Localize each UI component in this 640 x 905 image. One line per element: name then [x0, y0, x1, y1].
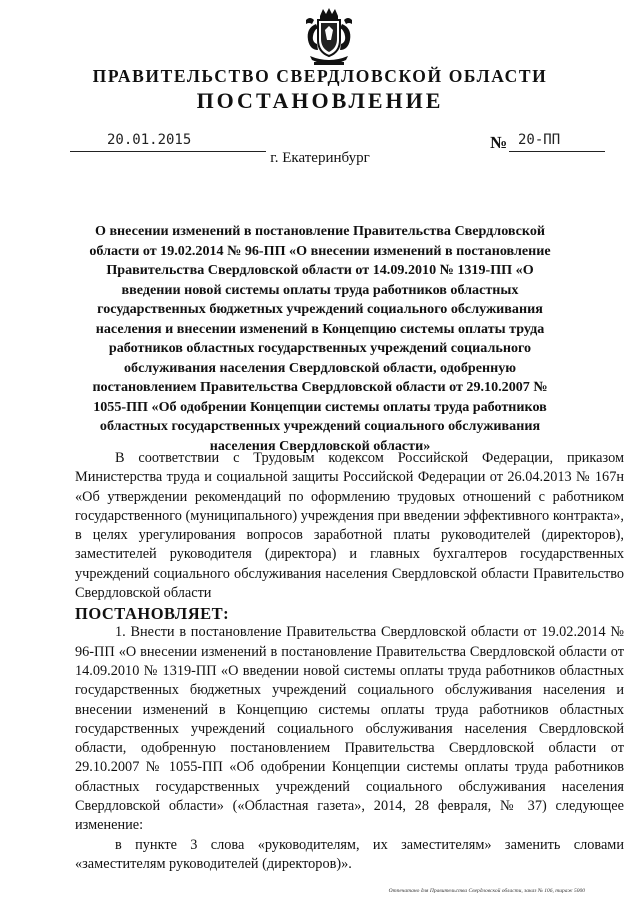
document-title: О внесении изменений в постановление Правительства Свердловской области от 19.02.2014 № 96-ПП «О внесении изменений в постановление Правительства Свердловской области от 14.09.2010 № 1319-ПП «О введении новой системы оплаты труда работников областных государственных бюджетных учреждений социального обслуживания населения и внесении изменений в Концепцию системы оплаты труда работников областных государственных учреждений социального обслуживания населения Свердловской области, одобренную постановлением Правительства Свердловской области от 29.10.2007 № 1055-ПП «Об одобрении Концепции системы оплаты труда работников областных государственных учреждений социального обслуживания населения Свердловской области» — [89, 223, 551, 454]
document-type: ПОСТАНОВЛЕНИЕ — [196, 88, 444, 113]
item-1-paragraph: 1. Внести в постановление Правительства Свердловской области от 19.02.2014 № 96-ПП «О внесении изменений в постановление Правительства Свердловской области от 14.09.2010 № 1319-ПП «О введении новой системы оплаты труда работников областных государственных бюджетных учреждений социального обслуживания населения и внесении изменений в Концепцию системы оплаты труда работников областных государственных учреждений социального обслуживания населения Свердловской области, одобренную постановлением Правительства Свердловской области от 29.10.2007 № 1055-ПП «Об одобрении Концепции системы оплаты труда работников областных государственных учреждений социального обслуживания населения Свердловской области» («Областная газета», 2014, 28 февраля, № 37) следующее изменение: — [75, 624, 624, 834]
preamble-paragraph: В соответствии с Трудовым кодексом Российской Федерации, приказом Министерства труда и социальной защиты Российской Федерации от 26.04.2013 № 167н «Об утверждении рекомендаций по оформлению трудовых отношений с работником государственного (муниципального) учреждения при введении эффективного контракта», в целях урегулирования вопросов заработной платы руководителей (директоров), заместителей руководителя (директора) и главных бухгалтеров государственных учреждений социального обслуживания населения Свердловской области Правительство Свердловской области — [75, 450, 624, 602]
government-name: ПРАВИТЕЛЬСТВО СВЕРДЛОВСКОЙ ОБЛАСТИ — [92, 66, 548, 86]
number-sign: № — [490, 133, 508, 152]
document-number: 20-ПП — [518, 132, 561, 148]
document-body — [75, 449, 624, 874]
item-1-change-paragraph: в пункте 3 слова «руководителям, их заместителям» заменить словами «заместителям руководителей (директоров)». — [75, 836, 624, 872]
print-footer: Отпечатано для Правительства Свердловской области, заказ № 106, тираж 5000 — [388, 888, 585, 894]
resolve-heading: ПОСТАНОВЛЯЕТ: — [75, 604, 230, 624]
document-city: г. Екатеринбург — [270, 150, 370, 166]
coat-of-arms-icon — [300, 6, 358, 68]
document-date: 20.01.2015 — [107, 132, 192, 148]
